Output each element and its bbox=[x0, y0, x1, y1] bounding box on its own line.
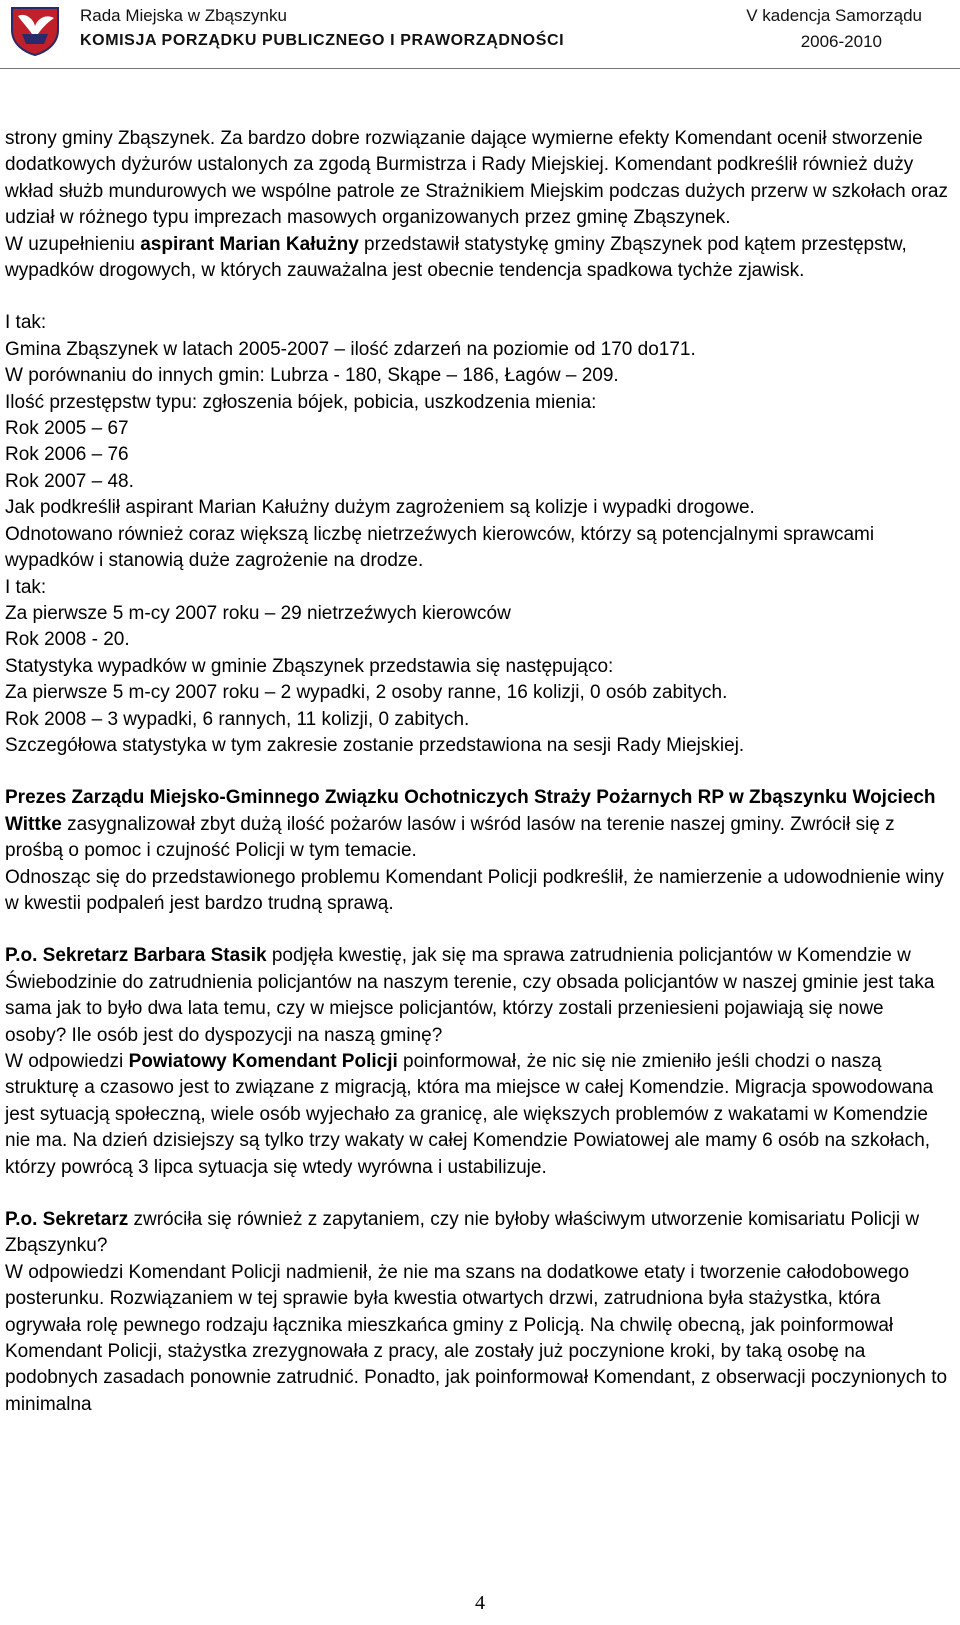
header-term: V kadencja Samorządu bbox=[746, 6, 922, 25]
stats-line: Ilość przestępstw typu: zgłoszenia bójek, pobicia, uszkodzenia mienia: bbox=[5, 391, 597, 413]
paragraph-secretary-commissariat: P.o. Sekretarz zwróciła się również z zapytaniem, czy nie byłoby właściwym utworzenie komisariatu Policji w Zbąszynku? bbox=[5, 1209, 920, 1257]
stats-line: Jak podkreślił aspirant Marian Kałużny dużym zagrożeniem są kolizje i wypadki drogowe. bbox=[5, 497, 755, 519]
document-body bbox=[5, 126, 950, 1418]
speaker-kaluzny: aspirant Marian Kałużny bbox=[140, 233, 359, 255]
stats-line: W porównaniu do innych gmin: Lubrza - 180, Skąpe – 186, Łagów – 209. bbox=[5, 365, 619, 387]
speaker-commander: Powiatowy Komendant Policji bbox=[128, 1051, 398, 1072]
stats-line: Rok 2007 – 48. bbox=[5, 470, 134, 492]
speaker-stasik: P.o. Sekretarz Barbara Stasik bbox=[5, 945, 267, 967]
stats-line: Gmina Zbąszynek w latach 2005-2007 – ilość zdarzeń na poziomie od 170 do171. bbox=[5, 338, 696, 360]
stats-line: I tak: bbox=[5, 576, 47, 598]
paragraph-commander-summary: strony gminy Zbąszynek. Za bardzo dobre rozwiązanie dające wymierne efekty Komendant ocenił stworzenie dodatkowych dyżurów ustalonych za zgodą Burmistrza i Rady Miejskiej. Komendant podkreślił również duży wkład służb mundurowych we wspólne patrole ze Strażnikiem Miejskim podczas dużych przerw w szkołach oraz udział w różnego typu imprezach masowych organizowanych przez gminę Zbąszynek. bbox=[5, 128, 948, 229]
paragraph-secretary-question: P.o. Sekretarz Barbara Stasik podjęła kwestię, jak się ma sprawa zatrudnienia policjantów w Komendzie w Świebodzinie do zatrudnienia policjantów na naszym terenie, czy obsada policjantów w naszej gminie jest taka sama jak to było dwa lata temu, czy w miejsce policjantów, którzy zostali przeniesieni pojawiają się nowe osoby? Ile osób jest do dyspozycji na naszą gminę? bbox=[5, 945, 935, 1046]
paragraph-fire-brigade: Prezes Zarządu Miejsko-Gminnego Związku Ochotniczych Straży Pożarnych RP w Zbąszynku Wojciech Wittke zasygnalizował zbyt dużą ilość pożarów lasów i wśród lasów na terenie naszej gminy. Zwrócił się z prośbą o pomoc i czujność Policji w tym temacie. bbox=[5, 787, 936, 862]
stats-line: Statystyka wypadków w gminie Zbąszynek przedstawia się następująco: bbox=[5, 655, 614, 677]
stats-line: Rok 2008 – 3 wypadki, 6 rannych, 11 kolizji, 0 zabitych. bbox=[5, 708, 470, 730]
paragraph-kaluzny-intro: W uzupełnieniu aspirant Marian Kałużny przedstawił statystykę gminy Zbąszynek pod kątem przestępstw, wypadków drogowych, w których zauważalna jest obecnie tendencja spadkowa tychże zjawisk. bbox=[5, 233, 907, 282]
stats-line: Szczegółowa statystyka w tym zakresie zostanie przedstawiona na sesji Rady Miejskiej. bbox=[5, 734, 745, 756]
header-years: 2006-2010 bbox=[800, 32, 882, 51]
page-header bbox=[0, 0, 960, 72]
speaker-secretary: P.o. Sekretarz bbox=[5, 1209, 129, 1231]
stats-line: Rok 2006 – 76 bbox=[5, 444, 129, 466]
stats-line: Za pierwsze 5 m-cy 2007 roku – 29 nietrzeźwych kierowców bbox=[5, 602, 511, 624]
page-number: 4 bbox=[475, 1592, 485, 1614]
header-organization: Rada Miejska w Zbąszynku bbox=[80, 6, 287, 25]
header-committee: KOMISJA PORZĄDKU PUBLICZNEGO I PRAWORZĄDNOŚCI bbox=[80, 32, 565, 49]
stats-line: I tak: bbox=[5, 312, 47, 334]
stats-line: Odnotowano również coraz większą liczbę nietrzeźwych kierowców, którzy są potencjalnymi sprawcami wypadków i stanowią duże zagrożenie na drodze. bbox=[5, 523, 875, 572]
stats-line: Za pierwsze 5 m-cy 2007 roku – 2 wypadki, 2 osoby ranne, 16 kolizji, 0 osób zabitych. bbox=[5, 682, 728, 704]
paragraph-commander-reply: W odpowiedzi Powiatowy Komendant Policji poinformował, że nic się nie zmieniło jeśli chodzi o naszą strukturę a czasowo jest to związane z migracją, która ma miejsce w całej Komendzie. Migracja spowodowana jest sytuacją społeczną, wiele osób wyjechało za granicę, ale większych problemów z wakatami w Komendzie nie ma. Na dzień dzisiejszy są tylko trzy wakaty w całej Komendzie Powiatowej ale mamy 6 osób na szkołach, którzy powrócą 3 lipca sytuacja się wtedy wyrówna i ustabilizuje. bbox=[5, 1051, 934, 1178]
header-divider bbox=[0, 68, 960, 69]
stats-line: Rok 2005 – 67 bbox=[5, 418, 129, 440]
speaker-wittke: Prezes Zarządu Miejsko-Gminnego Związku Ochotniczych Straży Pożarnych RP w Zbąszynku Wojciech Wittke bbox=[5, 787, 936, 835]
stats-line: Rok 2008 - 20. bbox=[5, 629, 130, 651]
coat-of-arms-icon bbox=[8, 4, 62, 56]
paragraph-commander-posterunek: W odpowiedzi Komendant Policji nadmienił, że nie ma szans na dodatkowe etaty i tworzenie całodobowego posterunku. Rozwiązaniem w tej sprawie była kwestia otwartych drzwi, zatrudniona była stażystka, która ogrywała rolę pewnego rodzaju łącznika mieszkańca gminy z Policją. Na chwilę obecną, jak poinformował Komendant Policji, stażystka zrezygnowała z pracy, ale zostały już poczynione kroki, by taką osobę na podobnych zasadach ponownie zatrudnić. Ponadto, jak poinformował Komendant, z obserwacji poczynionych to minimalna bbox=[5, 1261, 948, 1415]
paragraph-arson-reply: Odnosząc się do przedstawionego problemu Komendant Policji podkreślił, że namierzenie a udowodnienie winy w kwestii podpaleń jest bardzo trudną sprawą. bbox=[5, 866, 944, 914]
